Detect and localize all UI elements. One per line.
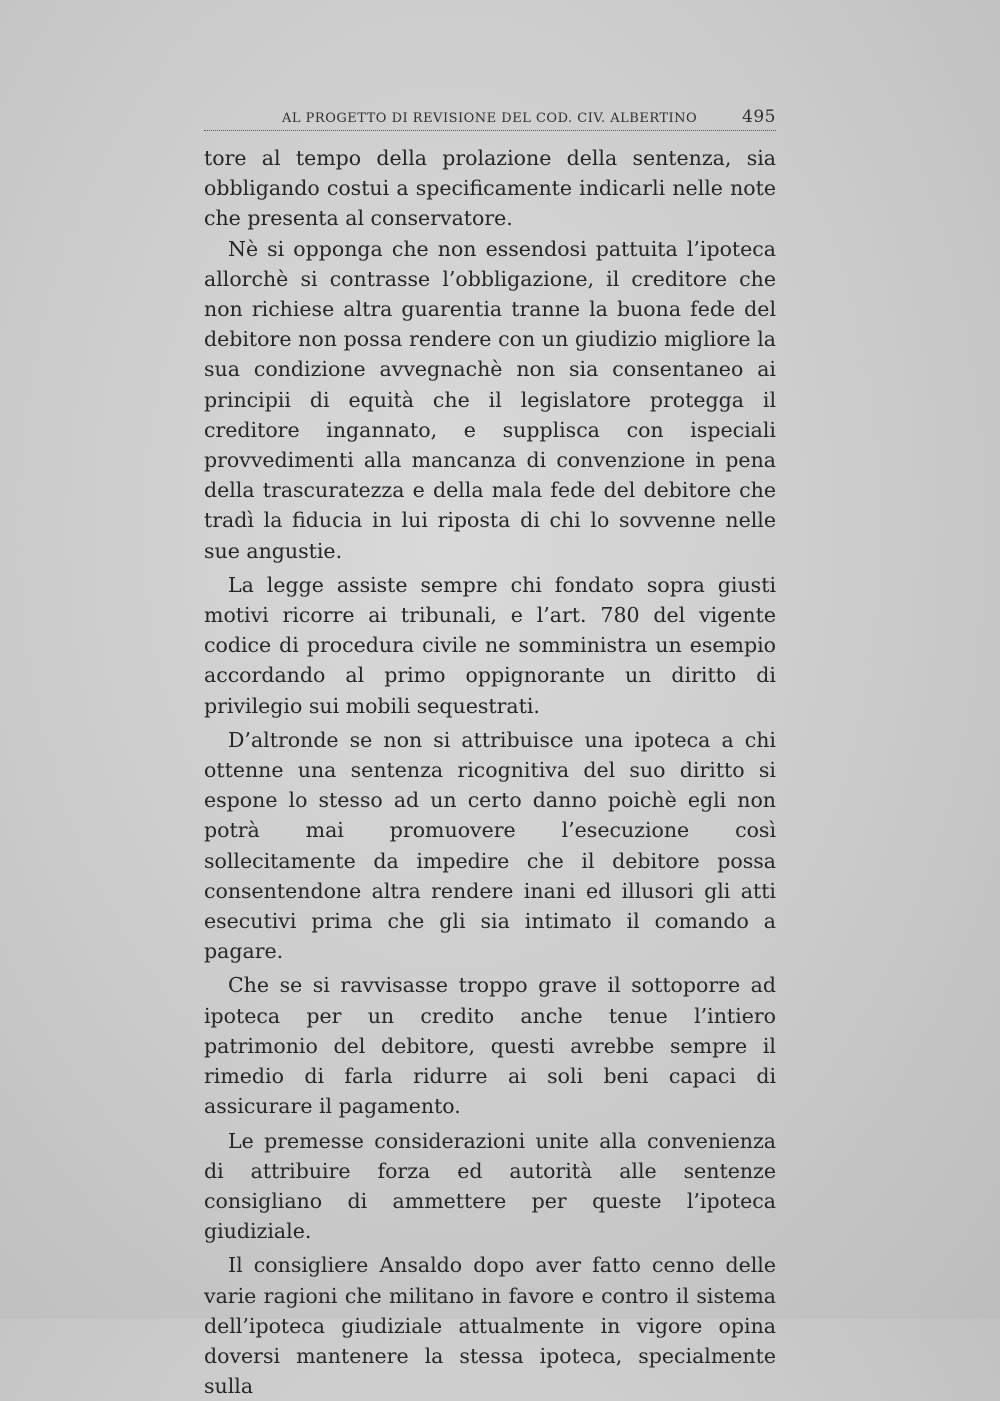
running-title: AL PROGETTO DI REVISIONE DEL COD. CIV. ALBERTINO	[282, 111, 698, 126]
paragraph-5: Che se si ravvisasse troppo grave il sottoporre ad ipoteca per un credito anche tenue l’intiero patrimonio del debitore, questi avrebbe sempre il rimedio di farla ridurre ai soli beni capaci di assicurare il pagamento.	[204, 973, 776, 1119]
book-page	[204, 100, 776, 1401]
paragraph-1: tore al tempo della prolazione della sentenza, sia obbligando costui a specificamente indicarli nelle note che presenta al conservatore.	[204, 146, 776, 231]
page-number: 495	[742, 107, 776, 127]
paragraph-3: La legge assiste sempre chi fondato sopra giusti motivi ricorre ai tribunali, e l’art. 780 del vigente codice di procedura civile ne somministra un esempio accordando al primo oppignorante un diritto di privilegio sui mobili sequestrati.	[204, 572, 776, 718]
paragraph-6: Le premesse considerazioni unite alla convenienza di attribuire forza ed autorità alle sentenze consigliano di ammettere per queste l’ipoteca giudiziale.	[204, 1128, 776, 1244]
running-head	[204, 100, 776, 130]
paragraph-4: D’altronde se non si attribuisce una ipoteca a chi ottenne una sentenza ricognitiva del suo diritto si espone lo stesso ad un certo danno poichè egli non potrà mai promuovere l’esecuzione così sollecitamente da impedire che il debitore possa consentendone altra rendere inani ed illusori gli atti esecutivi prima che gli sia intimato il comando a pagare.	[204, 727, 776, 964]
paragraph-7: Il consigliere Ansaldo dopo aver fatto cenno delle varie ragioni che militano in favore e contro il sistema dell’ipoteca giudiziale attualmente in vigore opina doversi mantenere la stessa ipoteca, specialmente sulla	[204, 1253, 776, 1399]
header-rule	[204, 130, 776, 131]
body-text	[204, 143, 776, 1401]
paragraph-2: Nè si opponga che non essendosi pattuita l’ipoteca allorchè si contrasse l’obbligazione, il creditore che non richiese altra guarentia tranne la buona fede del debitore non possa rendere con un giudizio migliore la sua condizione avvegnachè non sia consentaneo ai principii di equità che il legislatore protegga il creditore ingannato, e supplisca con ispeciali provvedimenti alla mancanza di convenzione in pena della trascuratezza e della mala fede del debitore che tradì la fiducia in lui riposta di chi lo sovvenne nelle sue angustie.	[204, 236, 776, 563]
